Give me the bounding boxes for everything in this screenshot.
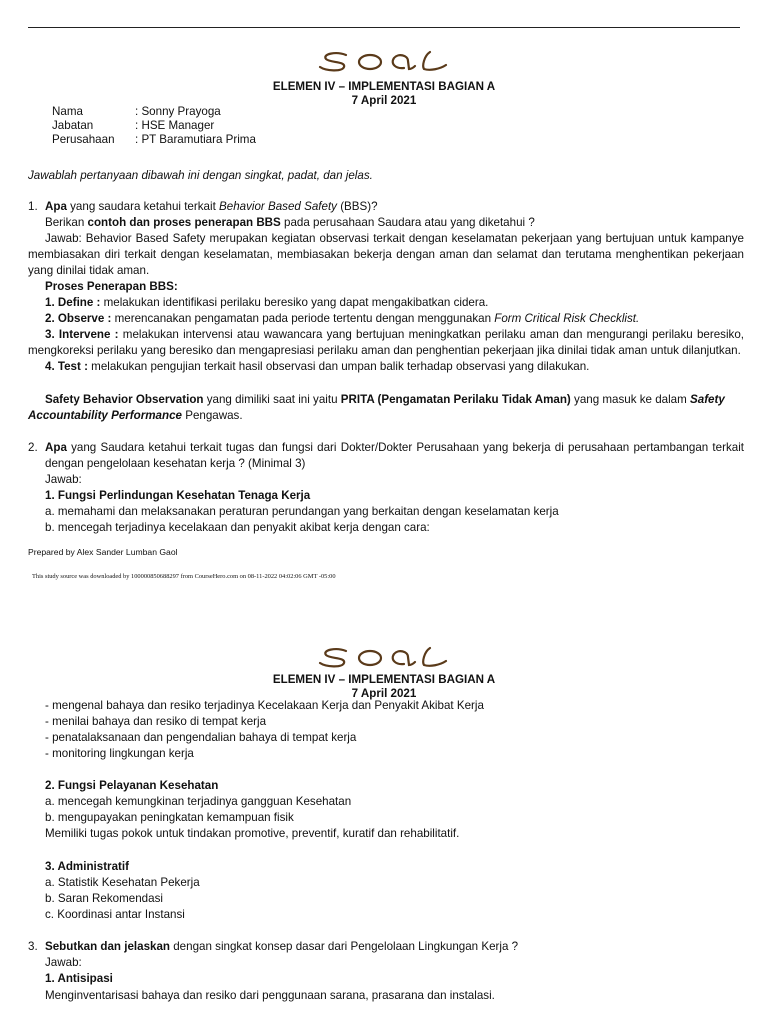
bullet-item: - menilai bahaya dan resiko di tempat kerja xyxy=(45,715,267,728)
f3-title: 3. Administratif xyxy=(45,860,129,873)
page2-title: ELEMEN IV – IMPLEMENTASI BAGIAN A xyxy=(272,673,496,686)
instruction: Jawablah pertanyaan dibawah ini dengan singkat, padat, dan jelas. xyxy=(28,169,373,182)
q3-jawab: Jawab: xyxy=(45,956,82,969)
soal-logo-art xyxy=(318,644,450,670)
q1-step-observe: 2. Observe : merencanakan pengamatan pada periode tertentu dengan menggunakan Form Critical Risk Checklist. xyxy=(45,312,640,325)
meta-value: : Sonny Prayoga xyxy=(135,105,221,118)
soal-logo-art xyxy=(318,48,450,74)
f2-c: Memiliki tugas pokok untuk tindakan promotive, preventif, kuratif dan rehabilitatif. xyxy=(45,827,460,840)
meta-label: Perusahaan xyxy=(52,133,115,146)
bullet-item: - penatalaksanaan dan pengendalian bahaya di tempat kerja xyxy=(45,731,357,744)
q2-question: Apa yang Saudara ketahui terkait tugas dan fungsi dari Dokter/Dokter Perusahaan yang bekerja di perusahaan pertambangan terkait dengan pengelolaan kesehatan kerja ? (Minimal 3) xyxy=(45,441,744,470)
meta-row-nama xyxy=(52,105,256,119)
f2-b: b. mengupayakan peningkatan kemampuan fisik xyxy=(45,811,294,824)
q1-sbo: Safety Behavior Observation yang dimiliki saat ini yaitu PRITA (Pengamatan Perilaku Tidak Aman) yang masuk ke dalam Safety Accountability Performance Pengawas. xyxy=(28,393,725,422)
meta-value: : PT Baramutiara Prima xyxy=(135,133,256,146)
q2-number: 2. xyxy=(28,441,38,454)
q3-question: Sebutkan dan jelaskan dengan singkat konsep dasar dari Pengelolaan Lingkungan Kerja ? xyxy=(45,940,519,953)
soal-logo xyxy=(0,48,768,79)
f3-c: c. Koordinasi antar Instansi xyxy=(45,908,185,921)
f3-b: b. Saran Rekomendasi xyxy=(45,892,163,905)
top-rule xyxy=(28,27,740,28)
meta-row-perusahaan xyxy=(52,133,256,147)
q1-question-line2: Berikan contoh dan proses penerapan BBS pada perusahaan Saudara atau yang diketahui ? xyxy=(45,216,535,229)
q3-number: 3. xyxy=(28,940,38,953)
q1-step-define: 1. Define : melakukan identifikasi perilaku beresiko yang dapat mengakibatkan cidera. xyxy=(45,296,489,309)
q1-step-test: 4. Test : melakukan pengujian terkait hasil observasi dan umpan balik terhadap observasi yang dilakukan. xyxy=(45,360,590,373)
q1-number: 1. xyxy=(28,200,38,213)
f2-title: 2. Fungsi Pelayanan Kesehatan xyxy=(45,779,219,792)
meta-row-jabatan xyxy=(52,119,256,133)
f2-a: a. mencegah kemungkinan terjadinya gangguan Kesehatan xyxy=(45,795,352,808)
bullet-item: - monitoring lingkungan kerja xyxy=(45,747,194,760)
prepared-by: Prepared by Alex Sander Lumban Gaol xyxy=(28,547,178,557)
q1-answer: Jawab: Behavior Based Safety merupakan kegiatan observasi terkait dengan keselamatan pekerjaan yang bertujuan untuk kampanye membiasakan diri terkait dengan keselamatan, membiasakan bekerja dengan aman dan selamat dan terutama menghentikan pekerjaan yang dinilai tidak aman. xyxy=(28,232,744,277)
page2-date: 7 April 2021 xyxy=(351,687,417,700)
q1-proses-title: Proses Penerapan BBS: xyxy=(45,280,178,293)
identity-table xyxy=(52,105,256,147)
page-date: 7 April 2021 xyxy=(351,94,417,107)
f3-a: a. Statistik Kesehatan Pekerja xyxy=(45,876,200,889)
a1-text: Menginventarisasi bahaya dan resiko dari penggunaan sarana, prasarana dan instalasi. xyxy=(45,989,495,1002)
q1-question: Apa yang saudara ketahui terkait Behavior Based Safety (BBS)? xyxy=(45,200,378,213)
a1-title: 1. Antisipasi xyxy=(45,972,113,985)
q2-jawab: Jawab: xyxy=(45,473,82,486)
q2-f1-a: a. memahami dan melaksanakan peraturan perundangan yang berkaitan dengan keselamatan kerja xyxy=(45,505,559,518)
q2-f1-b: b. mencegah terjadinya kecelakaan dan penyakit akibat kerja dengan cara: xyxy=(45,521,430,534)
q1-step-intervene: 3. Intervene : melakukan intervensi atau wawancara yang bertujuan meningkatkan perilaku aman dan mengurangi perilaku beresiko, mengkoreksi perilaku yang beresiko dan mengapresiasi perilaku aman dan penghentian pekerjaan jika dinilai tidak aman untuk dilanjutkan. xyxy=(28,328,744,357)
page-title: ELEMEN IV – IMPLEMENTASI BAGIAN A xyxy=(272,80,496,93)
meta-value: : HSE Manager xyxy=(135,119,215,132)
q2-f1-title: 1. Fungsi Perlindungan Kesehatan Tenaga Kerja xyxy=(45,489,311,502)
meta-label: Nama xyxy=(52,105,83,118)
soal-logo-page2 xyxy=(0,644,768,675)
bullet-item: - mengenal bahaya dan resiko terjadinya Kecelakaan Kerja dan Penyakit Akibat Kerja xyxy=(45,699,484,712)
download-footer: This study source was downloaded by 100000850688297 from CourseHero.com on 08-11-2022 04:02:06 GMT -05:00 xyxy=(32,573,336,580)
meta-label: Jabatan xyxy=(52,119,94,132)
